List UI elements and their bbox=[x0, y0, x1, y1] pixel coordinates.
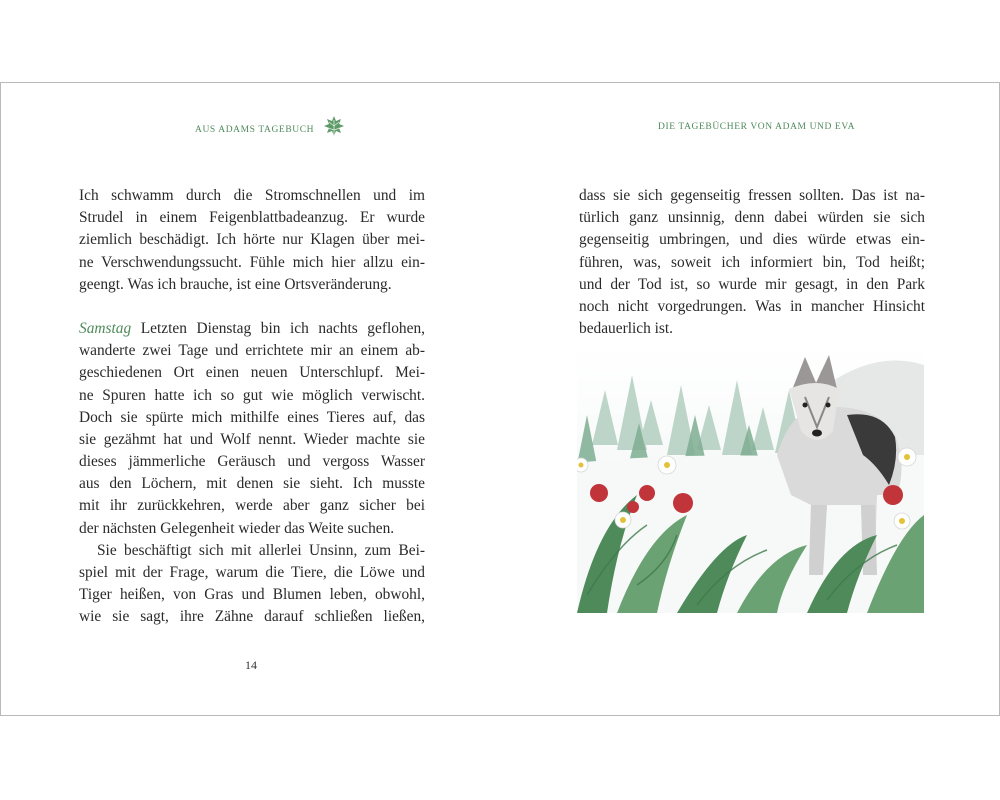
text-line: ne Verschwendungssucht. Fühle mich hier allzu ein- bbox=[79, 253, 425, 271]
text-line: dieses jämmerliche Geräusch und vergoss Wasser bbox=[79, 453, 425, 471]
text-line-rest: Letzten Dienstag bin ich nachts geflohen, bbox=[131, 319, 425, 337]
text-line bbox=[79, 318, 425, 340]
text-line: dass sie sich gegenseitig fressen sollten. Das ist na- bbox=[579, 187, 925, 204]
left-body-text bbox=[79, 185, 425, 629]
book-spread bbox=[0, 82, 1000, 716]
text-line: spiel mit der Frage, warum die Tiere, die Löwe und bbox=[79, 564, 425, 581]
page-number: 14 bbox=[245, 658, 257, 672]
paragraph-2 bbox=[79, 318, 425, 540]
running-head-left bbox=[195, 122, 346, 138]
text-line: der nächsten Gelegenheit wieder das Weite suchen. bbox=[79, 519, 395, 537]
leaf-icon bbox=[322, 114, 346, 138]
running-head-left-text: AUS ADAMS TAGEBUCH bbox=[195, 125, 315, 135]
text-line: wanderte zwei Tage und errichtete mir an einem ab- bbox=[79, 342, 425, 360]
left-page bbox=[1, 83, 500, 715]
running-head-right: DIE TAGEBÜCHER VON ADAM UND EVA bbox=[658, 122, 856, 132]
text-line: ziemlich beschädigt. Ich hörte nur Klagen über mei- bbox=[79, 231, 425, 249]
text-line: und der Tod ist, so wurde mir gesagt, in den Park bbox=[579, 275, 925, 293]
text-line: ne Spuren hatte ich so gut wie möglich verwischt. bbox=[79, 386, 425, 404]
text-line: geschiedenen Ort einen neuen Unterschlupf. Mei- bbox=[79, 364, 425, 382]
text-line: mit ihr zurückkehren, werde aber ganz sicher bei bbox=[79, 497, 425, 515]
text-line: wie sie sagt, ihre Zähne darauf schließen ließen, bbox=[79, 608, 425, 626]
text-line: Sie beschäftigt sich mit allerlei Unsinn, zum Bei- bbox=[97, 541, 425, 559]
text-line: sie gezähmt hat und Wolf nennt. Wieder machte sie bbox=[79, 430, 425, 448]
text-line: aus den Löchern, mit denen sie sieht. Ich musste bbox=[79, 475, 425, 493]
text-line: Doch sie spürte mich mithilfe eines Tieres auf, das bbox=[79, 408, 425, 426]
wolf-forest-illustration bbox=[577, 345, 924, 613]
paragraph-continued bbox=[579, 185, 925, 340]
right-body-text bbox=[579, 185, 925, 340]
text-line: türlich ganz unsinnig, denn dabei würden sie sich bbox=[579, 209, 925, 227]
text-line: Strudel in einem Feigenblattbadeanzug. Er wurde bbox=[79, 209, 425, 227]
paragraph-1 bbox=[79, 185, 425, 296]
text-line: noch nicht vorgedrungen. Was in mancher Hinsicht bbox=[579, 297, 925, 315]
paragraph-3 bbox=[79, 540, 425, 629]
text-line: bedauerlich ist. bbox=[579, 320, 674, 338]
day-label: Samstag bbox=[79, 319, 132, 337]
text-line: gegenseitig umbringen, und dies würde etwas ein- bbox=[579, 231, 925, 249]
text-line: Ich schwamm durch die Stromschnellen und im bbox=[79, 187, 425, 204]
text-line: Tiger heißen, von Gras und Blumen leben, obwohl, bbox=[79, 586, 425, 604]
text-line: geengt. Was ich brauche, ist eine Ortsveränderung. bbox=[79, 275, 392, 293]
right-page bbox=[500, 83, 999, 715]
text-line: führen, was, soweit ich informiert bin, Tod heißt; bbox=[579, 253, 925, 271]
